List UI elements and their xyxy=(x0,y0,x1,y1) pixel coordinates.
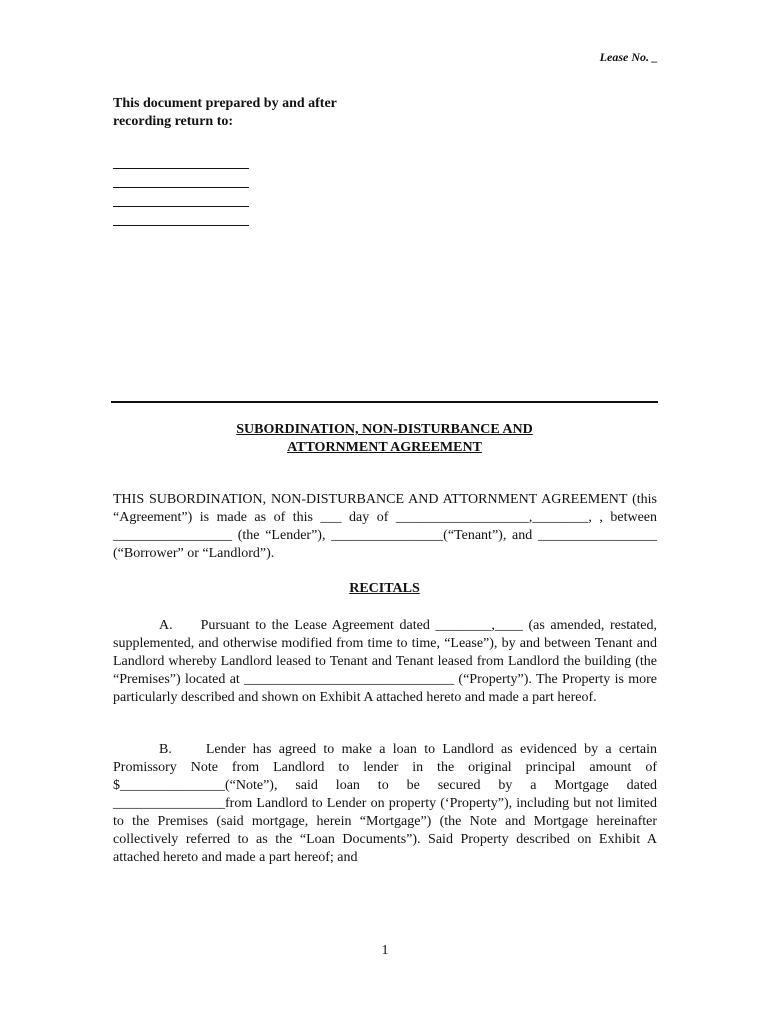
prepared-by-block xyxy=(113,95,413,131)
recitals-heading: RECITALS xyxy=(349,581,420,596)
recital-b-label: B. xyxy=(159,742,172,757)
address-blank-line xyxy=(113,188,249,207)
address-blank-line xyxy=(113,150,249,169)
prepared-by-line-2: recording return to: xyxy=(113,114,234,129)
address-blank-line xyxy=(113,169,249,188)
title-line-2: ATTORNMENT AGREEMENT xyxy=(287,440,482,455)
recital-paragraph-b xyxy=(113,741,657,867)
lease-number: Lease No. _ xyxy=(599,50,658,64)
return-address-blanks xyxy=(113,150,253,226)
address-blank-line xyxy=(113,207,249,226)
recital-a-label: A. xyxy=(159,618,173,633)
document-title xyxy=(111,421,658,457)
recital-a-text: Pursuant to the Lease Agreement dated ________,____ (as amended, restated, supplemented, and otherwise modified from time to time, “Lease”), by and between Tenant and Landlord whereby Landlord leased to Tenant and Tenant leased from Landlord the building (the “Premises”) located at ______________________________ (“Property”). The Property is more particularly described and shown on Exhibit A attached hereto and made a part hereof. xyxy=(113,618,657,705)
prepared-by-line-1: This document prepared by and after xyxy=(113,96,337,111)
recital-b-text: Lender has agreed to make a loan to Landlord as evidenced by a certain Promissory Note from Landlord to lender in the original principal amount of $_______________(“Note”), said loan to be secured by a Mortgage dated ________________from Landlord to Lender on property (‘Property”), including but not limited to the Premises (said mortgage, herein “Mortgage”) (the Note and Mortgage hereinafter collectively referred to as the “Loan Documents”). Said Property described on Exhibit A attached hereto and made a part hereof; and xyxy=(113,742,657,865)
horizontal-rule xyxy=(111,401,658,403)
recital-paragraph-a xyxy=(113,617,657,707)
intro-paragraph: THIS SUBORDINATION, NON-DISTURBANCE AND ATTORNMENT AGREEMENT (this “Agreement”) is made as of this ___ day of ___________________,________, , between _________________ (the “Lender”), ________________(“Tenant”), and _________________ (“Borrower” or “Landlord”). xyxy=(113,492,657,561)
title-line-1: SUBORDINATION, NON-DISTURBANCE AND xyxy=(236,422,533,437)
page-number: 1 xyxy=(381,943,389,958)
